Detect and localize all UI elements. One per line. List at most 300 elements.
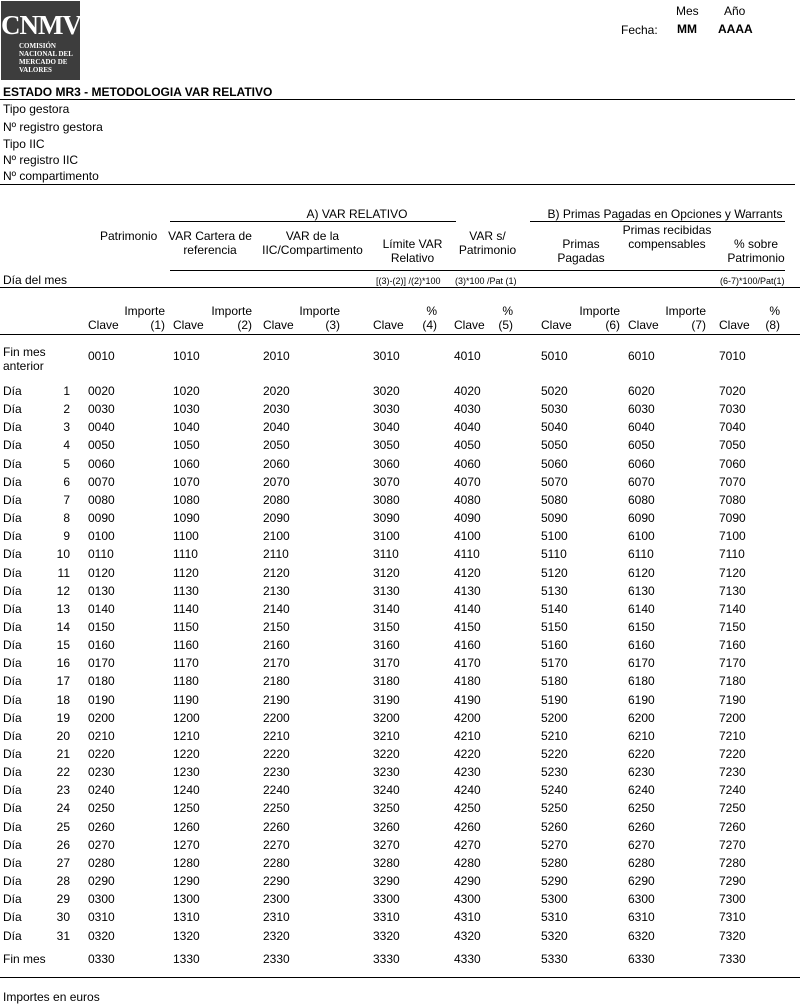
clave-cell: 5130 (541, 583, 568, 598)
row-label: Día (3, 892, 22, 907)
row-label: Día (3, 384, 22, 398)
header-clave: Clave (541, 318, 572, 332)
clave-cell: 6040 (628, 420, 655, 435)
clave-cell: 4220 (454, 747, 481, 761)
clave-cell: 0110 (88, 547, 114, 562)
logo-text: CNMV (1, 10, 81, 40)
clave-cell: 2040 (263, 420, 290, 435)
clave-cell: 5180 (541, 674, 568, 689)
header-importe-label: Importe (579, 304, 620, 318)
clave-cell: 3240 (373, 783, 400, 798)
clave-cell: 0190 (88, 692, 115, 707)
header-col-number: (7) (691, 318, 706, 332)
clave-cell: 2180 (263, 674, 290, 689)
clave-cell: 6310 (628, 910, 655, 925)
row-day: 29 (56, 892, 70, 907)
clave-cell: 5280 (541, 855, 568, 870)
clave-cell: 4090 (454, 511, 481, 526)
row-label: Día (3, 837, 22, 852)
row-label: Día (3, 492, 22, 507)
clave-cell: 5160 (541, 638, 568, 653)
clave-cell: 5150 (541, 619, 568, 634)
row-day: 7 (63, 492, 70, 507)
clave-cell: 3100 (373, 529, 400, 544)
field-registro-gestora: Nº registro gestora (3, 120, 103, 134)
row-day: 11 (57, 565, 70, 580)
clave-cell: 1280 (173, 855, 200, 870)
clave-cell: 2320 (263, 928, 290, 943)
header-importe-label: Importe (299, 304, 340, 318)
header-group-a: A) VAR RELATIVO (306, 207, 408, 221)
clave-cell: 4230 (454, 765, 481, 780)
clave-cell: 3110 (373, 547, 399, 562)
clave-cell: 7230 (719, 765, 746, 780)
field-tipo-gestora: Tipo gestora (3, 102, 70, 116)
clave-cell: 7250 (719, 801, 746, 816)
clave-cell: 6250 (628, 801, 655, 816)
clave-cell: 2140 (263, 601, 290, 616)
row-label: Día (3, 692, 22, 707)
header-clave: Clave (173, 318, 204, 332)
clave-cell: 6300 (628, 892, 655, 907)
clave-cell: 6220 (628, 747, 655, 761)
row-label: Día (3, 728, 22, 743)
header-importe-label: Importe (211, 304, 252, 318)
clave-cell: 0010 (88, 349, 115, 363)
row-day: 28 (56, 874, 70, 889)
row-day: 22 (56, 765, 70, 780)
clave-cell: 0310 (88, 910, 115, 925)
clave-cell: 4260 (454, 819, 481, 834)
row-day: 21 (56, 747, 70, 761)
clave-cell: 1200 (173, 710, 200, 725)
clave-cell: 4070 (454, 474, 481, 489)
title-rule (0, 99, 795, 100)
clave-cell: 4210 (454, 728, 481, 743)
header-clave: Clave (88, 318, 119, 332)
clave-cell: 0290 (88, 874, 115, 889)
clave-cell: 2160 (263, 638, 290, 653)
header-clave: Clave (454, 318, 485, 332)
clave-cell: 4150 (454, 619, 481, 634)
row-label: Día (3, 638, 22, 653)
clave-cell: 3300 (373, 892, 400, 907)
header-importe (646, 304, 706, 332)
header-importe-label: Importe (124, 304, 165, 318)
clave-cell: 1240 (173, 783, 200, 798)
clave-cell: 1070 (173, 474, 200, 489)
row-day: 26 (56, 837, 70, 852)
clave-cell: 2030 (263, 402, 290, 417)
header-pct (377, 304, 437, 332)
clave-cell: 0160 (88, 638, 115, 653)
clave-cell: 1110 (173, 547, 198, 562)
clave-cell: 1080 (173, 492, 200, 507)
clave-cell: 3320 (373, 928, 400, 943)
header-bottom-rule (0, 287, 800, 288)
clave-cell: 0140 (88, 601, 115, 616)
mes-value: MM (677, 22, 697, 36)
clave-cell: 5200 (541, 710, 568, 725)
clave-cell: 1150 (173, 619, 199, 634)
clave-cell: 4110 (454, 547, 480, 562)
row-day: 3 (63, 420, 70, 435)
row-label: Fin mes anterior (3, 345, 46, 373)
clave-cell: 0220 (88, 747, 115, 761)
clave-cell: 4190 (454, 692, 481, 707)
clave-cell: 5100 (541, 529, 568, 544)
clave-cell: 2270 (263, 837, 290, 852)
clave-cell: 5110 (541, 547, 567, 562)
clave-cell: 0120 (88, 565, 115, 580)
field-tipo-iic: Tipo IIC (3, 137, 45, 151)
clave-cell: 2280 (263, 855, 290, 870)
clave-cell: 0130 (88, 583, 115, 598)
clave-cell: 3050 (373, 438, 400, 453)
row-label: Día (3, 765, 22, 780)
clave-cell: 7240 (719, 783, 746, 798)
field-compartimento: Nº compartimento (3, 169, 99, 183)
header-col-number: (2) (237, 318, 252, 332)
clave-cell: 5240 (541, 783, 568, 798)
clave-cell: 3190 (373, 692, 400, 707)
header-clave: Clave (719, 318, 750, 332)
clave-cell: 0200 (88, 710, 115, 725)
clave-cell: 3180 (373, 674, 400, 689)
clave-cell: 1020 (173, 384, 200, 398)
clave-cell: 1100 (173, 529, 199, 544)
clave-cell: 1250 (173, 801, 200, 816)
clave-cell: 2210 (263, 728, 290, 743)
clave-cell: 3270 (373, 837, 400, 852)
clave-cell: 2010 (263, 349, 290, 363)
clave-cell: 6260 (628, 819, 655, 834)
clave-cell: 4270 (454, 837, 481, 852)
header-importe-label: Importe (665, 304, 706, 318)
clave-cell: 1310 (173, 910, 200, 925)
clave-cell: 3330 (373, 952, 400, 966)
clave-cell: 1170 (173, 656, 199, 671)
formula-limite: [(3)-(2)] /(2)*100 (376, 276, 441, 286)
header-importe (105, 304, 165, 332)
header-pct-label: % (769, 304, 780, 318)
clave-cell: 7160 (719, 638, 746, 653)
clave-cell: 3030 (373, 402, 400, 417)
header-importe (560, 304, 620, 332)
clave-cell: 5020 (541, 384, 568, 398)
row-label: Día (3, 547, 22, 562)
header-pct-patrimonio: % sobre Patrimonio (727, 237, 785, 265)
clave-cell: 4120 (454, 565, 481, 580)
header-group-b: B) Primas Pagadas en Opciones y Warrants (547, 207, 783, 221)
row-label: Día (3, 601, 22, 616)
header-primas-recibidas: Primas recibidas compensables (622, 223, 712, 251)
clave-cell: 7300 (719, 892, 746, 907)
clave-cell: 6330 (628, 952, 655, 966)
clave-cell: 6320 (628, 928, 655, 943)
header-col-number: (5) (498, 318, 513, 332)
clave-cell: 6270 (628, 837, 655, 852)
row-label: Día (3, 747, 22, 761)
clave-cell: 4330 (454, 952, 481, 966)
clave-cell: 7060 (719, 456, 746, 471)
clave-cell: 6120 (628, 565, 655, 580)
clave-cell: 7110 (719, 547, 745, 562)
clave-cell: 5010 (541, 349, 568, 363)
header-dia-del-mes: Día del mes (3, 273, 68, 287)
clave-cell: 7030 (719, 402, 746, 417)
clave-cell: 4100 (454, 529, 481, 544)
clave-cell: 7010 (719, 349, 746, 363)
clave-cell: 6070 (628, 474, 655, 489)
header-var-patrimonio: VAR s/ Patrimonio (458, 229, 517, 257)
row-day: 8 (63, 511, 70, 526)
group-a-rule (170, 221, 456, 222)
header-importe (192, 304, 252, 332)
row-day: 5 (63, 456, 70, 471)
clave-cell: 5070 (541, 474, 568, 489)
clave-cell: 3210 (373, 728, 400, 743)
clave-cell: 3170 (373, 656, 400, 671)
clave-cell: 0150 (88, 619, 115, 634)
clave-cell: 0320 (88, 928, 115, 943)
row-day: 14 (56, 619, 70, 634)
clave-cell: 7320 (719, 928, 746, 943)
row-label: Día (3, 565, 22, 580)
clave-cell: 4130 (454, 583, 481, 598)
header-var-iic: VAR de la IIC/Compartimento (262, 229, 363, 257)
row-day: 19 (56, 710, 70, 725)
clave-cell: 4240 (454, 783, 481, 798)
clave-cell: 4200 (454, 710, 481, 725)
clave-cell: 0090 (88, 511, 115, 526)
row-day: 17 (56, 674, 70, 689)
clave-cell: 6100 (628, 529, 655, 544)
clave-cell: 6160 (628, 638, 655, 653)
row-label: Día (3, 402, 22, 417)
clave-cell: 5330 (541, 952, 568, 966)
row-day: 2 (63, 402, 70, 417)
clave-cell: 3220 (373, 747, 400, 761)
row-label: Día (3, 583, 22, 598)
clave-cell: 4170 (454, 656, 481, 671)
clave-cell: 4280 (454, 855, 481, 870)
clave-cell: 1030 (173, 402, 200, 417)
row-label: Día (3, 511, 22, 526)
clave-cell: 5080 (541, 492, 568, 507)
clave-cell: 1130 (173, 583, 199, 598)
clave-cell: 1010 (173, 349, 200, 363)
clave-cell: 2100 (263, 529, 290, 544)
header-patrimonio: Patrimonio (100, 229, 158, 243)
clave-cell: 7310 (719, 910, 746, 925)
header-pct-label: % (502, 304, 513, 318)
clave-cell: 0230 (88, 765, 115, 780)
clave-cell: 6290 (628, 874, 655, 889)
header-pct (453, 304, 513, 332)
clave-cell: 5230 (541, 765, 568, 780)
clave-cell: 7100 (719, 529, 746, 544)
row-label: Día (3, 819, 22, 834)
clave-cell: 3120 (373, 565, 400, 580)
header-pct-label: % (426, 304, 437, 318)
clave-cell: 3150 (373, 619, 400, 634)
clave-cell: 2200 (263, 710, 290, 725)
clave-cell: 7210 (719, 728, 746, 743)
clave-cell: 7180 (719, 674, 746, 689)
clave-cell: 7260 (719, 819, 746, 834)
clave-cell: 4080 (454, 492, 481, 507)
row-day: 30 (56, 910, 70, 925)
clave-cell: 0270 (88, 837, 115, 852)
header-clave: Clave (628, 318, 659, 332)
row-day: 24 (56, 801, 70, 816)
header-var-cartera: VAR Cartera de referencia (168, 229, 252, 257)
anio-label: Año (724, 4, 746, 18)
clave-cell: 6010 (628, 349, 655, 363)
clave-cell: 4250 (454, 801, 481, 816)
clave-cell: 4300 (454, 892, 481, 907)
header-clave: Clave (263, 318, 294, 332)
row-day: 1 (63, 384, 70, 398)
clave-cell: 0020 (88, 384, 115, 398)
clave-cell: 1140 (173, 601, 199, 616)
clave-cell: 2150 (263, 619, 290, 634)
clave-cell: 6080 (628, 492, 655, 507)
clave-cell: 1050 (173, 438, 200, 453)
clave-cell: 5260 (541, 819, 568, 834)
clave-cell: 7270 (719, 837, 746, 852)
clave-cell: 0180 (88, 674, 115, 689)
clave-cell: 2250 (263, 801, 290, 816)
row-label: Día (3, 420, 22, 435)
clave-cell: 2310 (263, 910, 290, 925)
clave-cell: 1230 (173, 765, 200, 780)
clave-cell: 1180 (173, 674, 199, 689)
clave-cell: 5270 (541, 837, 568, 852)
clave-cell: 5050 (541, 438, 568, 453)
header-col-number: (1) (150, 318, 165, 332)
row-day: 25 (56, 819, 70, 834)
clave-cell: 3280 (373, 855, 400, 870)
header-importe (280, 304, 340, 332)
clave-cell: 6240 (628, 783, 655, 798)
clave-cell: 2110 (263, 547, 289, 562)
row-label: Día (3, 656, 22, 671)
clave-cell: 2070 (263, 474, 290, 489)
clave-cell: 3090 (373, 511, 400, 526)
row-day: 15 (56, 638, 70, 653)
clave-cell: 6170 (628, 656, 655, 671)
clave-cell: 6140 (628, 601, 655, 616)
clave-cell: 7080 (719, 492, 746, 507)
clave-cell: 1290 (173, 874, 200, 889)
clave-cell: 3230 (373, 765, 400, 780)
clave-cell: 4030 (454, 402, 481, 417)
row-day: 18 (56, 692, 70, 707)
clave-cell: 1090 (173, 511, 200, 526)
clave-cell: 6190 (628, 692, 655, 707)
clave-cell: 4060 (454, 456, 481, 471)
clave-cell: 7170 (719, 656, 746, 671)
cnmv-logo (1, 1, 80, 80)
clave-cell: 2330 (263, 952, 290, 966)
clave-cell: 0300 (88, 892, 115, 907)
clave-cell: 0070 (88, 474, 115, 489)
header-col-number: (4) (422, 318, 437, 332)
fecha-label: Fecha: (621, 23, 658, 37)
row-label: Día (3, 438, 22, 453)
clave-cell: 4160 (454, 638, 481, 653)
row-label: Día (3, 710, 22, 725)
clave-cell: 6280 (628, 855, 655, 870)
clave-cell: 7200 (719, 710, 746, 725)
clave-cell: 1220 (173, 747, 200, 761)
clave-cell: 1330 (173, 952, 200, 966)
header-col-number: (3) (325, 318, 340, 332)
clave-cell: 4320 (454, 928, 481, 943)
clave-cell: 2260 (263, 819, 290, 834)
clave-cell: 3080 (373, 492, 400, 507)
row-label: Día (3, 910, 22, 925)
clave-cell: 1060 (173, 456, 200, 471)
row-day: 16 (56, 656, 70, 671)
clave-cell: 0040 (88, 420, 115, 435)
clave-cell: 3020 (373, 384, 400, 398)
clave-cell: 5190 (541, 692, 568, 707)
clave-cell: 6210 (628, 728, 655, 743)
header-col-number: (6) (605, 318, 620, 332)
clave-cell: 3010 (373, 349, 400, 363)
clave-cell: 6180 (628, 674, 655, 689)
footer-note: Importes en euros (3, 990, 100, 1004)
clave-cell: 7040 (719, 420, 746, 435)
clave-cell: 0080 (88, 492, 115, 507)
clave-cell: 7280 (719, 855, 746, 870)
row-label: Día (3, 874, 22, 889)
clave-cell: 5170 (541, 656, 568, 671)
clave-cell: 1320 (173, 928, 200, 943)
header-primas-pagadas: Primas Pagadas (557, 237, 605, 265)
clave-cell: 4050 (454, 438, 481, 453)
clave-cell: 6050 (628, 438, 655, 453)
clave-cell: 3260 (373, 819, 400, 834)
clave-cell: 0030 (88, 402, 115, 417)
clave-cell: 1300 (173, 892, 200, 907)
row-day: 10 (56, 547, 70, 562)
colhdr-rule (0, 334, 800, 335)
row-label: Día (3, 855, 22, 870)
clave-cell: 1160 (173, 638, 199, 653)
row-label: Día (3, 928, 22, 943)
logo-subtext: COMISIÓN NACIONAL DEL MERCADO DE VALORES (19, 42, 73, 74)
clave-cell: 5120 (541, 565, 568, 580)
clave-cell: 6230 (628, 765, 655, 780)
clave-cell: 0250 (88, 801, 115, 816)
clave-cell: 2300 (263, 892, 290, 907)
clave-cell: 7090 (719, 511, 746, 526)
mes-label: Mes (676, 4, 699, 18)
header-clave: Clave (373, 318, 404, 332)
header-pct (720, 304, 780, 332)
clave-cell: 3130 (373, 583, 400, 598)
clave-cell: 5320 (541, 928, 568, 943)
group-b-rule (530, 221, 785, 222)
row-label: Día (3, 801, 22, 816)
row-day: 13 (56, 601, 70, 616)
clave-cell: 6020 (628, 384, 655, 398)
clave-cell: 6090 (628, 511, 655, 526)
